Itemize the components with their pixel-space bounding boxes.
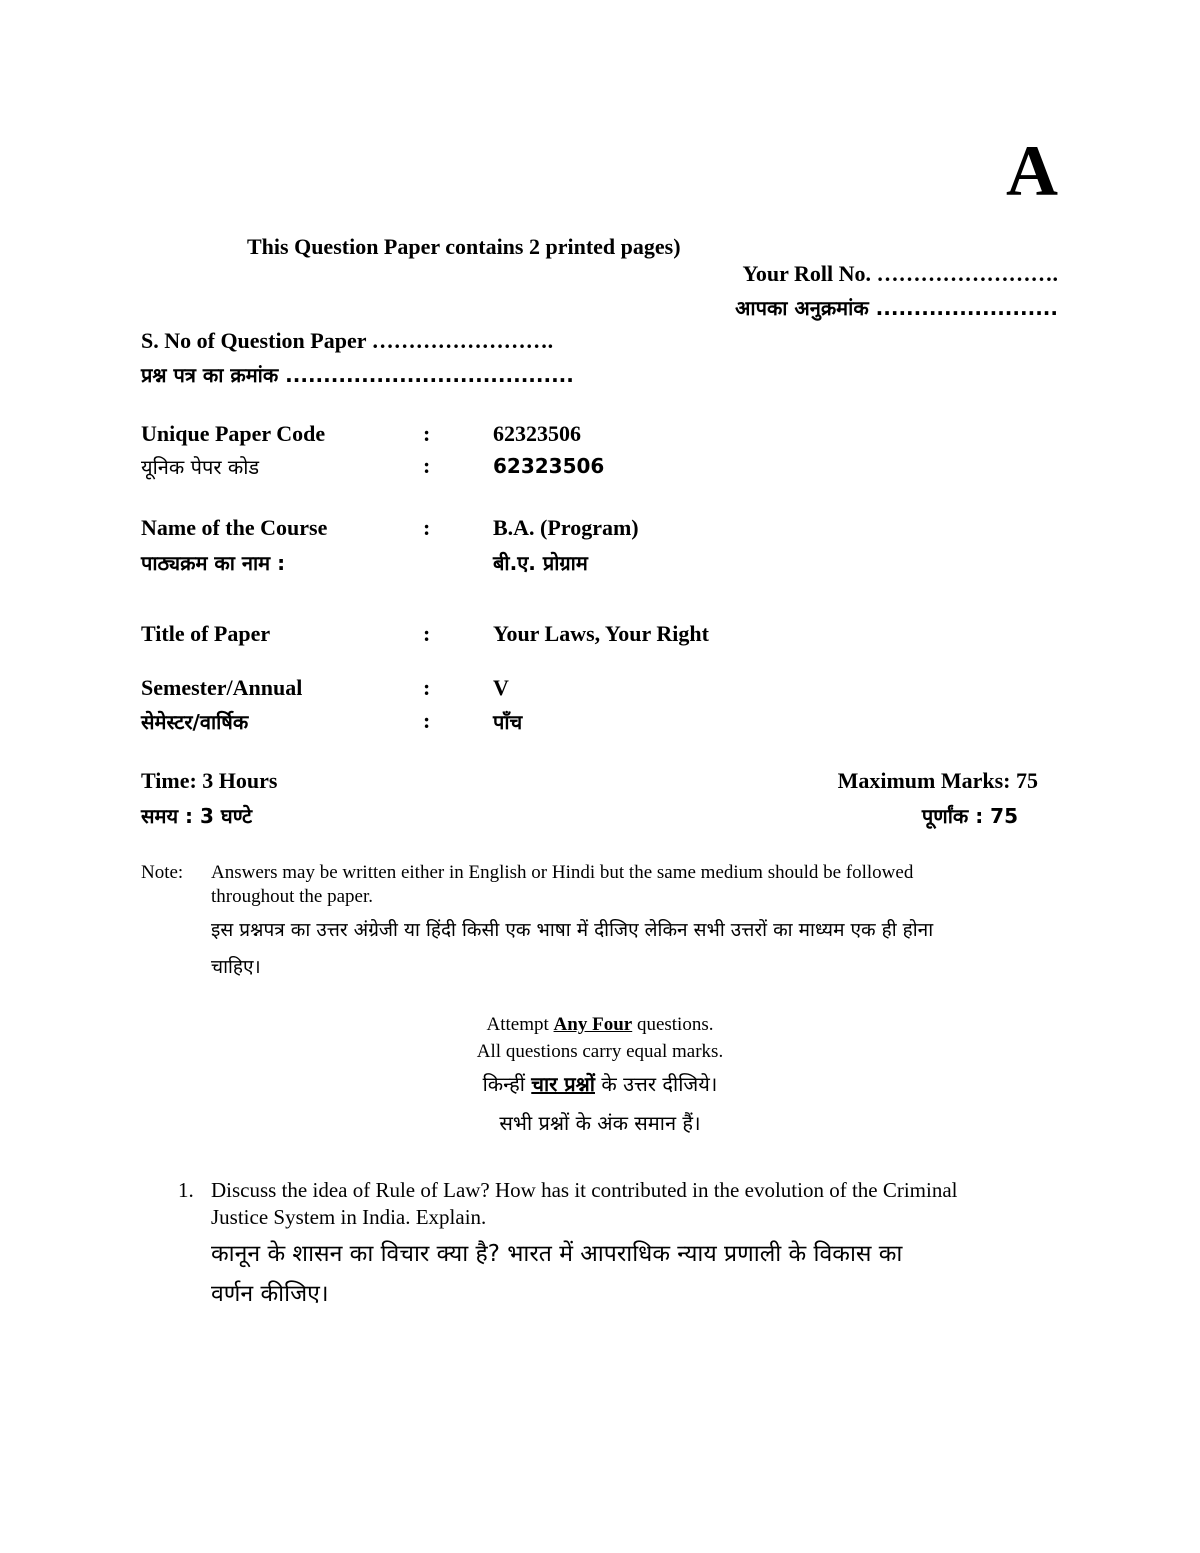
pages-note: This Question Paper contains 2 printed pages) — [247, 234, 681, 259]
question-number: 1. — [178, 1178, 194, 1202]
course-label-hi: पाठ्यक्रम का नाम : — [141, 551, 286, 575]
question-hi-line-1: कानून के शासन का विचार क्या है? भारत में आपराधिक न्याय प्रणाली के विकास का — [211, 1241, 903, 1267]
course-value-hi: बी.ए. प्रोग्राम — [493, 551, 588, 575]
note-label: Note: — [141, 862, 184, 883]
attempt-hi-four: चार प्रश्नों — [531, 1072, 595, 1096]
equal-marks-instruction-hi: सभी प्रश्नों के अंक समान हैं। — [499, 1111, 701, 1135]
question-en-line-2: Justice System in India. Explain. — [211, 1205, 487, 1229]
upc-value-en: 62323506 — [493, 421, 581, 446]
course-colon-en: : — [423, 515, 431, 540]
upc-value-hi: 62323506 — [493, 454, 605, 478]
attempt-instruction-hi — [0, 1070, 1200, 1097]
course-label-en: Name of the Course — [141, 515, 328, 540]
attempt-pre: Attempt — [486, 1014, 554, 1035]
note-hi-line-1: इस प्रश्नपत्र का उत्तर अंग्रेजी या हिंदी किसी एक भाषा में दीजिए लेकिन सभी उत्तरों का माध्यम एक ही होना — [211, 919, 934, 941]
sem-label-hi: सेमेस्टर/वार्षिक — [141, 710, 249, 734]
note-line-2: throughout the paper. — [211, 886, 373, 907]
sem-label-en: Semester/Annual — [141, 675, 303, 700]
time-hi: समय : 3 घण्टे — [141, 804, 253, 828]
equal-marks-instruction: All questions carry equal marks. — [476, 1041, 724, 1062]
upc-colon-en: : — [423, 421, 431, 446]
upc-colon-hi: : — [423, 453, 431, 478]
sem-value-en: V — [493, 675, 509, 700]
attempt-hi-pre: किन्हीं — [482, 1072, 532, 1096]
attempt-post: questions. — [632, 1014, 714, 1035]
attempt-any-four: Any Four — [553, 1014, 633, 1035]
paper-set-letter: A — [1006, 131, 1058, 211]
question-en-line-1: Discuss the idea of Rule of Law? How has it contributed in the evolution of the Criminal — [211, 1178, 958, 1202]
upc-label-en: Unique Paper Code — [141, 421, 326, 446]
attempt-hi-post: के उत्तर दीजिये। — [595, 1072, 718, 1096]
sem-colon-en: : — [423, 675, 431, 700]
course-value-en: B.A. (Program) — [493, 515, 639, 540]
note-hi-line-2: चाहिए। — [211, 956, 261, 978]
max-marks-hi: पूर्णांक : 75 — [921, 804, 1018, 828]
upc-label-hi: यूनिक पेपर कोड — [141, 455, 260, 479]
title-colon-en: : — [423, 621, 431, 646]
serial-no-en: S. No of Question Paper ……………………. — [141, 328, 554, 353]
question-hi-line-2: वर्णन कीजिए। — [211, 1281, 329, 1307]
roll-no-en: Your Roll No. ……………………. — [742, 261, 1058, 286]
time-en: Time: 3 Hours — [141, 768, 278, 793]
sem-value-hi: पाँच — [493, 710, 523, 734]
sem-colon-hi: : — [423, 708, 431, 733]
attempt-instruction — [0, 1014, 1200, 1036]
note-line-1: Answers may be written either in English or Hindi but the same medium should be followed — [211, 862, 914, 883]
serial-no-hi: प्रश्न पत्र का क्रमांक ...................................... — [141, 363, 574, 387]
max-marks-en: Maximum Marks: 75 — [837, 768, 1038, 793]
roll-no-hi: आपका अनुक्रमांक ........................ — [735, 296, 1058, 320]
title-value-en: Your Laws, Your Right — [493, 621, 709, 646]
title-label-en: Title of Paper — [141, 621, 271, 646]
